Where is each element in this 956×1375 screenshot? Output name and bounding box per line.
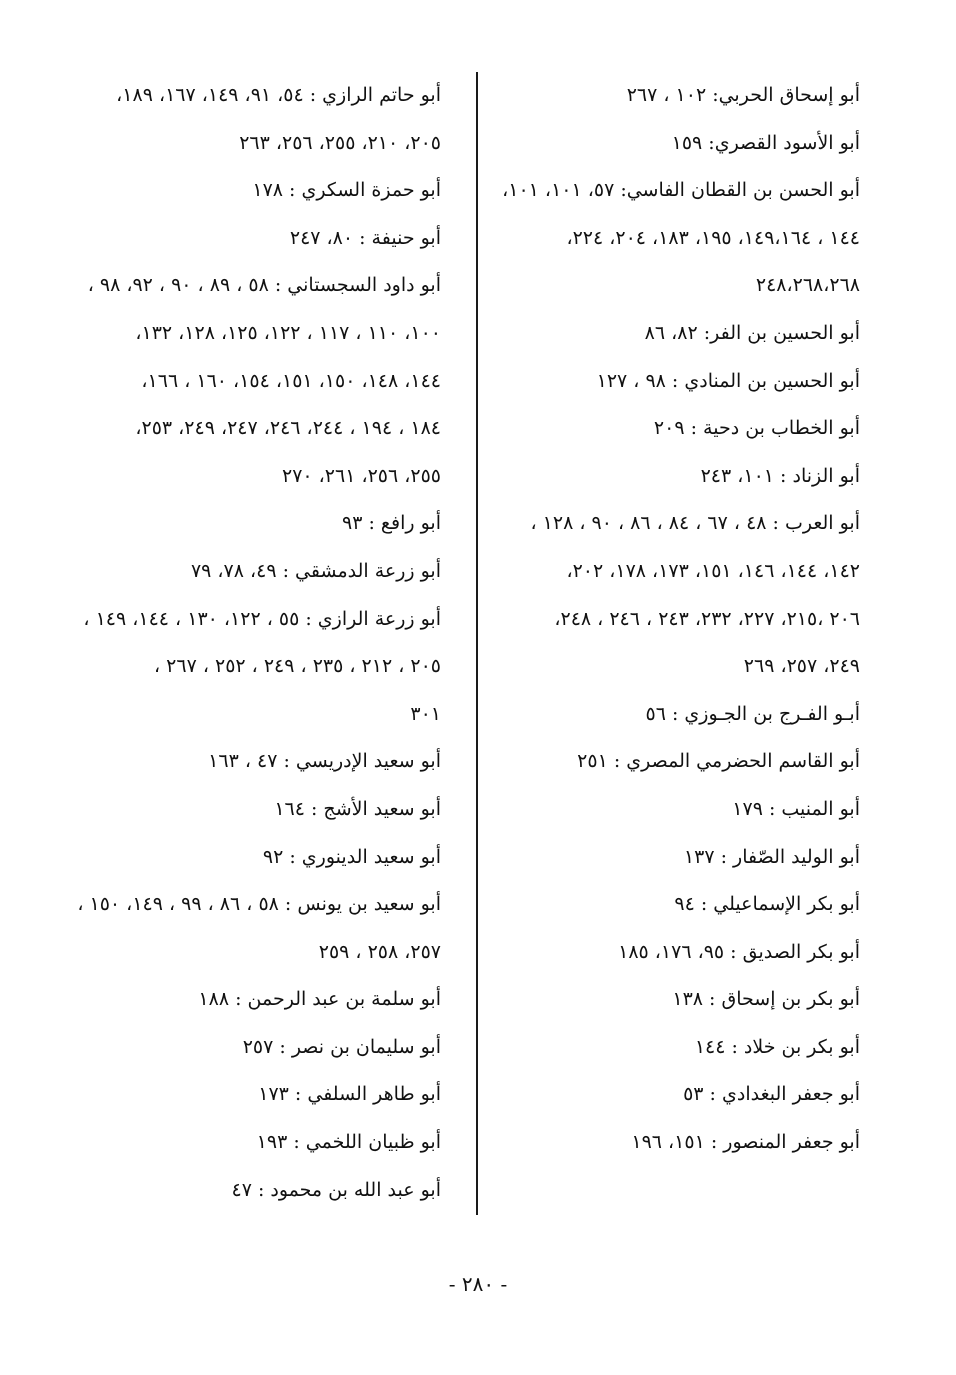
index-entry-line: أبو سعيد الأشج : ١٦٤	[274, 797, 441, 820]
index-entry-line: أبو جعفر المنصور : ١٥١، ١٩٦	[631, 1131, 860, 1154]
index-entry-line: أبو سلمة بن عبد الرحمن : ١٨٨	[198, 988, 441, 1011]
index-entry-line: أبو الحسين بن المنادي : ٩٨ ، ١٢٧	[596, 369, 860, 392]
index-entry-line: أبو القاسم الحضرمي المصري : ٢٥١	[577, 750, 860, 773]
index-column-left	[69, 72, 441, 1214]
index-entry-line: أبو جعفر البغدادي : ٥٣	[683, 1083, 860, 1106]
index-entry-line: أبو داود السجستاني : ٥٨ ، ٨٩ ، ٩٠ ، ٩٢، ٩٨ ،	[87, 274, 441, 297]
index-entry-line: أبو طاهر السلفي : ١٧٣	[258, 1083, 441, 1106]
index-entry-line: ١٨٤ ، ١٩٤ ، ٢٤٤، ٢٤٦، ٢٤٧، ٢٤٩، ٢٥٣،	[135, 417, 441, 440]
index-entry-line: أبو حنيفة : ٨٠، ٢٤٧	[289, 226, 441, 249]
index-entry-line: أبو رافع : ٩٣	[342, 512, 441, 535]
index-entry-line: أبو سعيد الدينوري : ٩٢	[262, 845, 441, 868]
index-entry-line: أبـو الفـرج بن الجـوزي : ٥٦	[645, 702, 860, 725]
index-entry-line: أبو سليمان بن نصر : ٢٥٧	[242, 1035, 441, 1058]
index-entry-line: ١٤٢، ١٤٤، ١٤٦، ١٥١، ١٧٣، ١٧٨، ٢٠٢،	[566, 559, 860, 582]
index-entry-line: أبو عبد الله بن محمود : ٤٧	[231, 1178, 441, 1201]
index-entry-line: أبو العرب : ٤٨ ، ٦٧ ، ٨٤ ، ٨٦ ، ٩٠ ، ١٢٨ ،	[530, 512, 860, 535]
index-entry-line: أبو المنيب : ١٧٩	[732, 797, 860, 820]
index-entry-line: ٣٠١	[410, 702, 441, 725]
index-entry-line: ٢٤٨،٢٦٨،٢٦٨	[755, 274, 860, 297]
index-entry-line: أبو الأسود القصري: ١٥٩	[671, 131, 860, 154]
index-entry-line: ٢٥٧، ٢٥٨ ، ٢٥٩	[318, 940, 441, 963]
index-entry-line: ٢٤٩، ٢٥٧، ٢٦٩	[743, 655, 860, 678]
index-entry-line: أبو سعيد الإدريسي : ٤٧ ، ١٦٣	[208, 750, 441, 773]
index-entry-line: ٢٠٥، ٢١٠، ٢٥٥، ٢٥٦، ٢٦٣	[239, 131, 441, 154]
index-entry-line: أبو الزناد : ١٠١، ٢٤٣	[700, 464, 860, 487]
index-entry-line: أبو بكر بن خلاد : ١٤٤	[694, 1035, 860, 1058]
index-entry-line: ٢٠٦ ،٢١٥، ٢٢٧، ٢٣٢، ٢٤٣ ، ٢٤٦ ، ٢٤٨،	[554, 607, 860, 630]
index-entry-line: أبو إسحاق الحربي: ١٠٢ ، ٢٦٧	[626, 84, 860, 106]
index-entry-line: أبو الحسن بن القطان الفاسي: ٥٧، ١٠١، ١٠١،	[502, 179, 860, 202]
index-entry-line: أبو ظبيان اللخمي : ١٩٣	[256, 1131, 441, 1154]
index-entry-line: أبو حمزة السكري : ١٧٨	[252, 179, 441, 202]
index-entry-line: أبو زرعة الدمشقي : ٤٩، ٧٨، ٧٩	[190, 559, 441, 582]
index-entry-line: أبو حاتم الرازي : ٥٤، ٩١، ١٤٩، ١٦٧، ١٨٩،	[116, 84, 441, 106]
index-entry-line: ١٤٤، ١٤٨، ١٥٠، ١٥١، ١٥٤، ١٦٠ ، ١٦٦،	[141, 369, 441, 392]
index-entry-line: أبو الحسين بن الفر: ٨٢، ٨٦	[644, 321, 860, 344]
index-entry-line: أبو بكر الصديق : ٩٥، ١٧٦، ١٨٥	[618, 940, 860, 963]
index-column-right	[478, 72, 860, 1167]
page-number: - ٢٨٠ -	[448, 1272, 508, 1296]
column-divider	[476, 72, 478, 1215]
index-entry-line: ١٤٤ ، ١٤٩،١٦٤، ١٩٥، ١٨٣، ٢٠٤، ٢٢٤،	[566, 226, 860, 249]
index-entry-line: أبو الخطاب بن دحية : ٢٠٩	[653, 417, 860, 440]
index-entry-line: أبو بكر الإسماعيلي : ٩٤	[674, 893, 860, 916]
index-entry-line: ٢٠٥ ، ٢١٢ ، ٢٣٥ ، ٢٤٩ ، ٢٥٢ ، ٢٦٧ ،	[153, 655, 441, 678]
index-entry-line: ١٠٠، ١١٠ ، ١١٧ ، ١٢٢، ١٢٥، ١٢٨، ١٣٢،	[135, 321, 441, 344]
index-entry-line: أبو الوليد الصّفار : ١٣٧	[683, 845, 860, 868]
index-entry-line: أبو بكر بن إسحاق : ١٣٨	[672, 988, 860, 1011]
index-entry-line: أبو زرعة الرازي : ٥٥ ، ١٢٢، ١٣٠ ، ١٤٤، ١٤٩ ،	[83, 607, 441, 630]
index-entry-line: أبو سعيد بن يونس : ٥٨ ، ٨٦ ، ٩٩ ، ١٤٩، ١٥٠ ،	[77, 893, 441, 916]
index-entry-line: ٢٥٥، ٢٥٦، ٢٦١، ٢٧٠	[281, 464, 441, 487]
